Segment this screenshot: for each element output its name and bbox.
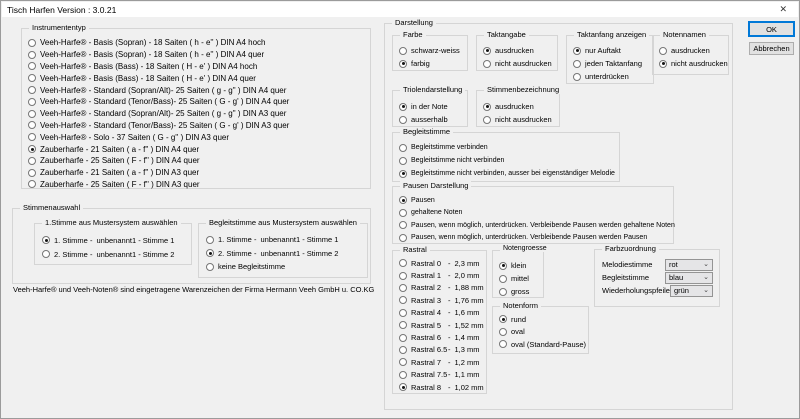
radio-option[interactable] [399,282,484,294]
radio-option-label: Rastral 7 - 1,2 mm [411,357,480,367]
groupbox-taktangabe-title: Taktangabe [484,30,529,39]
radio-option-label: Rastral 0 - 2,3 mm [411,258,480,268]
radio-option[interactable] [28,155,289,167]
radio-option[interactable] [399,57,460,70]
begleitstimme-color-value: blau [669,273,684,282]
stimmenbezeichnung-radio-group [483,100,552,126]
radio-option[interactable] [399,269,484,281]
radio-unselected-icon[interactable] [399,116,407,124]
groupbox-notennamen-title: Notennamen [660,30,709,39]
radio-unselected-icon[interactable] [399,209,407,217]
radio-option-label: Veeh-Harfe® - Solo - 37 Saiten ( G - g'' ) DIN A3 quer [40,132,230,142]
radio-unselected-icon[interactable] [399,346,407,354]
notengroesse-radio-group [499,259,549,298]
groupbox-pausen-title: Pausen Darstellung [400,181,471,190]
groupbox-triolendarstellung-title: Triolendarstellung [400,85,465,94]
radio-option-label: mittel [511,274,529,283]
radio-selected-icon[interactable] [399,170,407,178]
radio-unselected-icon[interactable] [399,234,407,242]
radio-option-label: Rastral 8 - 1,02 mm [411,382,484,392]
chevron-down-icon: ⌄ [703,273,709,281]
radio-option-label: Veeh-Harfe® - Basis (Sopran) - 18 Saiten ( h - e'' ) DIN A4 quer [40,50,265,60]
radio-option-label: Rastral 4 - 1,6 mm [411,308,480,318]
groupbox-notennamen [652,30,729,75]
radio-option-label: in der Note [411,102,448,111]
groupbox-begleitstimme [392,127,620,182]
radio-option-label: farbig [411,59,430,68]
radio-unselected-icon[interactable] [399,144,407,152]
radio-unselected-icon[interactable] [399,157,407,165]
radio-unselected-icon[interactable] [28,169,36,177]
radio-option[interactable] [28,167,289,179]
radio-option-label: Veeh-Harfe® - Basis (Bass) - 18 Saiten ( H - e' ) DIN A4 quer [40,73,256,83]
groupbox-stimme1-title: 1.Stimme aus Mustersystem auswählen [42,218,181,227]
melodiestimme-color-value: rot [669,260,678,269]
radio-option[interactable] [28,49,289,61]
radio-option-label: Veeh-Harfe® - Basis (Sopran) - 18 Saiten ( h - e'' ) DIN A4 hoch [40,38,266,48]
groupbox-taktanfang [566,30,654,84]
radio-option[interactable] [28,84,289,96]
groupbox-farbe-title: Farbe [400,30,426,39]
radio-unselected-icon[interactable] [483,60,491,68]
radio-option[interactable] [499,285,549,298]
melodiestimme-color-select[interactable] [665,259,713,271]
radio-option-label: 1. Stimme - unbenannt1 - Stimme 1 [54,235,175,245]
radio-selected-icon[interactable] [499,262,507,270]
trademark-note: Veeh-Harfe® und Veeh-Noten® sind eingetragene Warenzeichen der Firma Hermann Veeh GmbH u. CO.KG [13,285,375,294]
radio-option-label: ausdrucken [495,46,534,55]
radio-option[interactable] [28,72,289,84]
farbzuordnung-row-wiederholungspfeile [602,284,713,297]
radio-unselected-icon[interactable] [399,259,407,267]
radio-selected-icon[interactable] [28,145,36,153]
radio-selected-icon[interactable] [399,60,407,68]
begleitstimme-auswahl-radio-group [206,233,338,274]
notennamen-radio-group [659,44,728,70]
groupbox-stimmenbezeichnung-title: Stimmenbezeichnung [484,85,562,94]
radio-unselected-icon[interactable] [28,51,36,59]
radio-option-label: Rastral 7.5 - 1,1 mm [411,370,480,380]
radio-option-label: Rastral 2 - 1,88 mm [411,283,484,293]
radio-option-label: Rastral 6.5 - 1,3 mm [411,345,480,355]
radio-unselected-icon[interactable] [399,296,407,304]
radio-option[interactable] [206,233,338,247]
radio-option[interactable] [399,319,484,331]
radio-option[interactable] [28,108,289,120]
radio-option-label: nicht ausdrucken [495,59,552,68]
radio-unselected-icon[interactable] [573,73,581,81]
radio-option[interactable] [399,369,484,381]
radio-unselected-icon[interactable] [399,321,407,329]
farbzuordnung-row-melodiestimme [602,258,713,271]
radio-option[interactable] [399,232,675,245]
radio-option-label: klein [511,261,527,270]
radio-unselected-icon[interactable] [28,110,36,118]
radio-option[interactable] [573,57,642,70]
wiederholungspfeile-color-value: grün [673,286,689,295]
begleitstimme-radio-group [399,141,615,180]
groupbox-notenform [492,301,589,354]
radio-option[interactable] [399,381,484,393]
radio-option[interactable] [399,113,449,126]
groupbox-notengroesse-title: Notengroesse [500,245,550,252]
groupbox-taktanfang-title: Taktanfang anzeigen [574,30,649,39]
chevron-down-icon: ⌄ [703,286,709,294]
instrumententyp-radio-group [28,37,289,190]
radio-option-label: gross [511,287,530,296]
radio-unselected-icon[interactable] [206,236,214,244]
radio-option[interactable] [399,141,615,154]
radio-selected-icon[interactable] [499,315,507,323]
groupbox-rastral-title: Rastral [400,245,430,254]
radio-option-label: Rastral 1 - 2,0 mm [411,271,480,281]
radio-unselected-icon[interactable] [28,39,36,47]
groupbox-triolendarstellung [392,85,468,127]
radio-option-label: nur Auftakt [585,46,621,55]
radio-option[interactable] [399,154,615,167]
radio-unselected-icon[interactable] [28,74,36,82]
radio-option[interactable] [659,57,728,70]
radio-unselected-icon[interactable] [28,157,36,165]
wiederholungspfeile-label: Wiederholungspfeile [602,286,670,295]
radio-unselected-icon[interactable] [499,275,507,283]
radio-option-label: Zauberharfe - 21 Saiten ( a - f'' ) DIN A4 quer [40,144,200,154]
radio-option-label: Rastral 5 - 1,52 mm [411,320,484,330]
radio-selected-icon[interactable] [42,236,50,244]
radio-option[interactable] [483,57,552,70]
radio-option[interactable] [499,326,586,339]
radio-option-label: Veeh-Harfe® - Standard (Sopran/Alt)- 25 Saiten ( g - g'' ) DIN A4 quer [40,85,287,95]
radio-selected-icon[interactable] [483,103,491,111]
radio-option[interactable] [206,247,338,261]
groupbox-darstellung [384,18,733,410]
radio-option-label: oval (Standard-Pause) [511,339,587,349]
radio-unselected-icon[interactable] [399,47,407,55]
radio-option[interactable] [206,260,338,274]
radio-option-label: ausdrucken [671,46,710,55]
radio-option-label: Veeh-Harfe® - Standard (Sopran/Alt)- 25 Saiten ( g - g'' ) DIN A3 quer [40,109,287,119]
radio-selected-icon[interactable] [399,196,407,204]
radio-option-label: Zauberharfe - 25 Saiten ( F - f'' ) DIN A3 quer [40,179,200,189]
radio-option-label: Begleitstimme nicht verbinden [411,157,505,164]
radio-option[interactable] [399,167,615,180]
radio-unselected-icon[interactable] [399,284,407,292]
radio-option[interactable] [28,131,289,143]
begleitstimme-color-select[interactable] [665,272,713,284]
radio-option-label: Begleitstimme nicht verbinden, ausser bei eigenständiger Melodie [411,170,615,177]
radio-option-label: Veeh-Harfe® - Standard (Tenor/Bass)- 25 Saiten ( G - g' ) DIN A4 quer [40,97,290,107]
title-bar [2,2,798,17]
radio-selected-icon[interactable] [659,60,667,68]
radio-option[interactable] [28,37,289,49]
radio-option[interactable] [399,219,675,232]
melodiestimme-label: Melodiestimme [602,260,653,269]
radio-unselected-icon[interactable] [28,133,36,141]
radio-option-label: 2. Stimme - unbenannt1 - Stimme 2 [54,249,175,259]
radio-option-label: keine Begleitstimme [218,262,286,272]
radio-option[interactable] [499,338,586,351]
radio-selected-icon[interactable] [573,47,581,55]
radio-option-label: oval [511,327,525,337]
radio-unselected-icon[interactable] [399,358,407,366]
radio-unselected-icon[interactable] [206,263,214,271]
groupbox-farbzuordnung [594,244,720,307]
radio-option[interactable] [399,194,675,207]
radio-option-label: Zauberharfe - 21 Saiten ( a - f'' ) DIN A3 quer [40,168,200,178]
radio-unselected-icon[interactable] [399,272,407,280]
radio-option[interactable] [399,100,449,113]
radio-option[interactable] [399,344,484,356]
groupbox-stimmenbezeichnung [476,85,560,127]
radio-selected-icon[interactable] [206,249,214,257]
radio-unselected-icon[interactable] [28,98,36,106]
close-icon[interactable]: ✕ [779,4,787,14]
groupbox-farbzuordnung-title: Farbzuordnung [602,244,659,253]
radio-option[interactable] [399,307,484,319]
begleitstimme-label: Begleitstimme [602,273,650,282]
radio-option-label: nicht ausdrucken [495,115,552,124]
radio-option-label: gehaltene Noten [411,209,463,217]
radio-option[interactable] [28,143,289,155]
radio-option-label: nicht ausdrucken [671,59,728,68]
radio-option-label: schwarz-weiss [411,46,460,55]
radio-unselected-icon[interactable] [42,250,50,258]
groupbox-instrumententyp-title: Instrumententyp [29,23,89,32]
farbzuordnung-row-begleitstimme [602,271,713,284]
radio-unselected-icon[interactable] [28,180,36,188]
radio-option-label: ausserhalb [411,115,448,124]
groupbox-notenform-title: Notenform [500,301,541,310]
radio-option[interactable] [499,259,549,272]
groupbox-stimme1 [34,218,192,265]
groupbox-rastral [392,245,487,394]
radio-option[interactable] [499,272,549,285]
pausen-radio-group [399,194,675,244]
radio-option[interactable] [28,96,289,108]
ok-button[interactable]: OK [749,22,794,36]
radio-option[interactable] [28,120,289,132]
groupbox-begleitstimme-auswahl [198,218,368,278]
radio-unselected-icon[interactable] [659,47,667,55]
radio-option-label: Veeh-Harfe® - Standard (Tenor/Bass)- 25 Saiten ( G - g' ) DIN A3 quer [40,120,290,130]
radio-unselected-icon[interactable] [28,62,36,70]
radio-unselected-icon[interactable] [28,86,36,94]
triolendarstellung-radio-group [399,100,449,126]
radio-option[interactable] [399,207,675,220]
radio-option-label: ausdrucken [495,102,534,111]
groupbox-notengroesse [492,245,547,298]
farbe-radio-group [399,44,460,70]
groupbox-instrumententyp [21,23,371,189]
window-title: Tisch Harfen Version : 3.0.21 [7,5,117,15]
wiederholungspfeile-color-select[interactable] [670,285,713,297]
taktangabe-radio-group [483,44,552,70]
radio-option[interactable] [42,247,174,261]
radio-option-label: Rastral 6 - 1,4 mm [411,333,480,343]
radio-option-label: 2. Stimme - unbenannt1 - Stimme 2 [218,248,339,258]
radio-option-label: 1. Stimme - unbenannt1 - Stimme 1 [218,235,339,245]
groupbox-pausen [392,181,675,244]
radio-unselected-icon[interactable] [499,340,507,348]
radio-option[interactable] [399,44,460,57]
cancel-button[interactable]: Abbrechen [749,42,794,55]
radio-option-label: Zauberharfe - 25 Saiten ( F - f'' ) DIN A4 quer [40,156,200,166]
stimme1-radio-group [42,233,174,261]
taktanfang-radio-group [573,44,642,83]
groupbox-begleitstimme-title: Begleitstimme [400,127,453,136]
radio-unselected-icon[interactable] [483,116,491,124]
radio-option[interactable] [28,61,289,73]
radio-option[interactable] [573,70,642,83]
radio-option[interactable] [499,313,586,326]
radio-option-label: Pausen, wenn möglich, unterdrücken. Verbleibende Pausen werden Pausen [411,234,648,242]
groupbox-stimmenauswahl [12,203,371,284]
radio-option[interactable] [399,331,484,343]
radio-option[interactable] [659,44,728,57]
radio-option[interactable] [483,113,552,126]
radio-option[interactable] [573,44,642,57]
radio-unselected-icon[interactable] [399,371,407,379]
radio-option-label: Rastral 3 - 1,76 mm [411,295,484,305]
radio-option-label: Veeh-Harfe® - Basis (Bass) - 18 Saiten ( H - e' ) DIN A4 hoch [40,61,258,71]
radio-unselected-icon[interactable] [499,328,507,336]
groupbox-farbe [392,30,468,71]
radio-unselected-icon[interactable] [399,334,407,342]
radio-unselected-icon[interactable] [28,121,36,129]
chevron-down-icon: ⌄ [703,260,709,268]
radio-unselected-icon[interactable] [573,60,581,68]
rastral-radio-group [399,257,484,393]
radio-option[interactable] [399,257,484,269]
radio-option[interactable] [42,233,174,247]
radio-option-label: Begleitstimme verbinden [411,144,488,151]
radio-option[interactable] [28,179,289,191]
radio-unselected-icon[interactable] [399,309,407,317]
radio-option-label: rund [511,314,527,324]
radio-option[interactable] [399,356,484,368]
groupbox-taktangabe [476,30,558,71]
radio-option[interactable] [483,44,552,57]
radio-selected-icon[interactable] [399,103,407,111]
groupbox-begleitstimme-auswahl-title: Begleitstimme aus Mustersystem auswählen [206,218,360,227]
radio-option-label: jeden Taktanfang [585,59,642,68]
groupbox-darstellung-title: Darstellung [392,18,436,27]
radio-option[interactable] [399,294,484,306]
radio-option-label: Pausen [411,196,435,204]
radio-unselected-icon[interactable] [399,221,407,229]
radio-unselected-icon[interactable] [499,288,507,296]
radio-option-label: unterdrücken [585,72,629,81]
notenform-radio-group [499,313,586,351]
radio-selected-icon[interactable] [399,383,407,391]
radio-selected-icon[interactable] [483,47,491,55]
groupbox-stimmenauswahl-title: Stimmenauswahl [20,203,83,212]
radio-option[interactable] [483,100,552,113]
radio-option-label: Pausen, wenn möglich, unterdrücken. Verbleibende Pausen werden gehaltene Noten [411,221,675,229]
